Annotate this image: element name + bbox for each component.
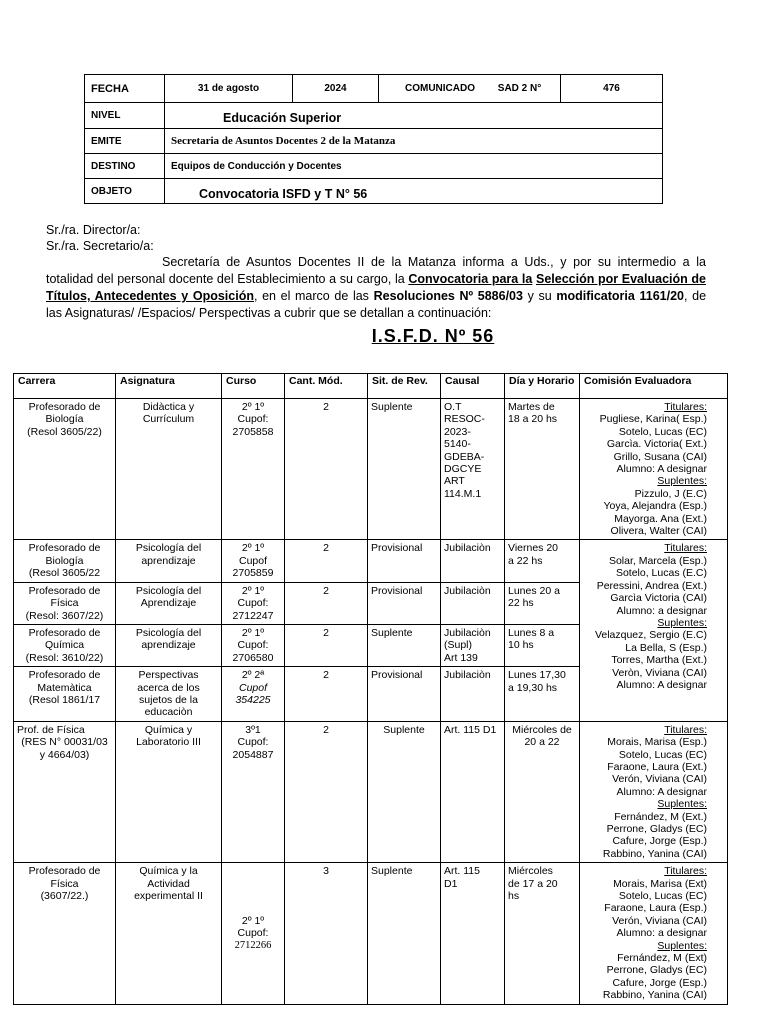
comunicado-number: 476 [561, 75, 663, 103]
asignatura-cell: Perspectivas acerca de los sujetos de la educaciòn [116, 667, 222, 722]
curso-cell: 2º 1º Cupof: 2705858 [222, 399, 285, 540]
carrera-cell: Profesorado de Física (Resol: 3607/22) [14, 582, 116, 624]
suplentes-label: Suplentes: [657, 616, 707, 629]
horario-cell: Lunes 20 a 22 hs [505, 582, 580, 624]
modulos-cell: 3 [285, 863, 368, 1004]
col-carrera: Carrera [14, 374, 116, 399]
modulos-cell: 2 [285, 540, 368, 582]
asignatura-cell: Psicología del aprendizaje [116, 624, 222, 666]
suplentes-label: Suplentes: [657, 798, 707, 811]
asignatura-cell: Psicología del aprendizaje [116, 540, 222, 582]
carrera-cell: Profesorado de Biología (Resol 3605/22 [14, 540, 116, 582]
salutation-director: Sr./ra. Director/a: [46, 223, 141, 237]
fecha-value: 31 de agosto [165, 75, 293, 103]
carrera-cell: Profesorado de Química (Resol: 3610/22) [14, 624, 116, 666]
horario-cell: Miércoles de 20 a 22 [505, 721, 580, 862]
table-row [14, 863, 728, 1004]
titulares-label: Titulares: [664, 401, 707, 413]
horario-cell: Miércoles de 17 a 20 hs [505, 863, 580, 1004]
modulos-cell: 2 [285, 624, 368, 666]
carrera-cell: Profesorado de Matemàtica (Resol 1861/17 [14, 667, 116, 722]
curso-cell: 2º 1º Cupof: 2706580 [222, 624, 285, 666]
causal-cell: Jubilaciòn (Supl) Art 139 [441, 624, 505, 666]
causal-cell: Jubilaciòn [441, 667, 505, 722]
col-asignatura: Asignatura [116, 374, 222, 399]
titulares-label: Titulares: [664, 723, 707, 736]
intro-modificatoria: modificatoria 1161/20 [556, 289, 684, 303]
horario-cell: Lunes 8 a 10 hs [505, 624, 580, 666]
situacion-cell: Provisional [368, 582, 441, 624]
situacion-cell: Provisional [368, 540, 441, 582]
comision-cell: Titulares: Morais, Marisa (Ext) Sotelo, Lucas (EC) Faraone, Laura (Esp.) Verón, Viviana (CAI) Alumno: a designar Suplentes: Fernández, M (Ext) Perrone, Gladys (EC) Cafure, Jorge (Esp.) Rabbino, Yanina (CAI) [580, 863, 728, 1004]
table-row [14, 540, 728, 582]
comision-cell: Titulares: Pugliese, Karina( Esp.) Sotelo, Lucas (EC) Garcìa. Victoria( Ext.) Grillo, Susana (CAI) Alumno: A designar Suplentes: Pizzulo, J (E.C) Yoya, Alejandra (Esp.) Mayorga. Ana (Ext.) Olivera, Walter (CAI) [580, 399, 728, 540]
titulares-label: Titulares: [664, 865, 707, 878]
header-table [84, 74, 663, 204]
sad-label: SAD 2 N° [497, 83, 542, 94]
curso-cell: 2º 2ª Cupof 354225 [222, 667, 285, 722]
intro-seleccion: Selección por Evaluación de Títulos, Antecedentes y Oposición [46, 272, 706, 303]
comunicado-label: COMUNICADO [405, 83, 475, 94]
comision-cell: Titulares: Morais, Marisa (Esp.) Sotelo, Lucas (EC) Faraone, Laura (Ext.) Verón, Viviana (CAI) Alumno: A designar Suplentes: Fernández, M (Ext.) Perrone, Gladys (EC) Cafure, Jorge (Esp.) Rabbino, Yanina (CAI) [580, 721, 728, 862]
intro-paragraph [46, 254, 706, 322]
col-curso: Curso [222, 374, 285, 399]
col-modulos: Cant. Mód. [285, 374, 368, 399]
table-row [14, 399, 728, 540]
intro-resoluciones: Resoluciones Nº 5886/03 [373, 289, 523, 303]
causal-cell: Jubilaciòn [441, 540, 505, 582]
table-header-row [14, 374, 728, 399]
causal-cell: Jubilaciòn [441, 582, 505, 624]
modulos-cell: 2 [285, 582, 368, 624]
carrera-cell: Profesorado de Física (3607/22.) [14, 863, 116, 1004]
intro-text-3: y su [522, 289, 557, 303]
fecha-label: FECHA [85, 75, 165, 103]
situacion-cell: Provisional [368, 667, 441, 722]
causal-cell: Art. 115 D1 [441, 863, 505, 1004]
destino-value: Equipos de Conducción y Docentes [165, 154, 663, 179]
carrera-cell: Prof. de Física (RES N° 00031/03 y 4664/03) [14, 721, 116, 862]
asignatura-cell: Química y la Actividad experimental II [116, 863, 222, 1004]
intro-text-1: Secretaría de Asuntos Docentes II de la Matanza informa a Uds., y por su intermedio a la totalidad del personal docente del Establecimiento a su cargo, la [46, 255, 706, 286]
curso-cell: 3º1 Cupof: 2054887 [222, 721, 285, 862]
nivel-label: NIVEL [85, 103, 165, 129]
modulos-cell: 2 [285, 721, 368, 862]
curso-cell: 2º 1º Cupof 2705859 [222, 540, 285, 582]
suplentes-label: Suplentes: [657, 939, 707, 952]
horario-cell: Lunes 17,30 a 19,30 hs [505, 667, 580, 722]
objeto-value: Convocatoria ISFD y T N° 56 [165, 179, 663, 204]
intro-text-4: , de las Asignaturas/ /Espacios/ Perspectivas a cubrir que se detallan a continuación: [46, 289, 707, 320]
comision-cell: Titulares: Solar, Marcela (Esp.) Sotelo, Lucas (E.C) Peressini, Andrea (Ext.) Garcìa Victoria (CAI) Alumno: a designar Suplentes: Velazquez, Sergio (E.C) La Bella, S (Esp.) Torres, Martha (Ext.) Veròn, Viviana (CAI) Alumno: A designar [580, 540, 728, 721]
curso-cell: 2º 1º Cupof: 2712266 [222, 863, 285, 1004]
carrera-cell: Profesorado de Biología (Resol 3605/22) [14, 399, 116, 540]
modulos-cell: 2 [285, 399, 368, 540]
objeto-label: OBJETO [85, 179, 165, 204]
situacion-cell: Suplente [368, 624, 441, 666]
titulares-label: Titulares: [664, 542, 707, 555]
col-horario: Día y Horario [505, 374, 580, 399]
asignatura-cell: Psicología del Aprendizaje [116, 582, 222, 624]
emite-value: Secretaria de Asuntos Docentes 2 de la Matanza [165, 129, 663, 154]
nivel-value: Educación Superior [165, 103, 663, 129]
horario-cell: Viernes 20 a 22 hs [505, 540, 580, 582]
situacion-cell: Suplente [368, 863, 441, 1004]
causal-cell: O.T RESOC- 2023- 5140- GDEBA- DGCYE ART 114.M.1 [441, 399, 505, 540]
comunicado-cell [379, 75, 561, 103]
situacion-cell: Suplente [368, 721, 441, 862]
col-causal: Causal [441, 374, 505, 399]
section-title: I.S.F.D. Nº 56 [371, 326, 495, 346]
suplentes-label: Suplentes: [657, 475, 707, 488]
salutation-secretario: Sr./ra. Secretario/a: [46, 239, 154, 253]
curso-cell: 2º 1º Cupof: 2712247 [222, 582, 285, 624]
causal-cell: Art. 115 D1 [441, 721, 505, 862]
asignatura-cell: Química y Laboratorio III [116, 721, 222, 862]
table-row [14, 721, 728, 862]
emite-label: EMITE [85, 129, 165, 154]
horario-cell: Martes de 18 a 20 hs [505, 399, 580, 540]
year-value: 2024 [293, 75, 379, 103]
convocatoria-table [13, 373, 728, 1005]
intro-convocatoria: Convocatoria para la [408, 272, 533, 286]
col-comision: Comisión Evaluadora [580, 374, 728, 399]
situacion-cell: Suplente [368, 399, 441, 540]
modulos-cell: 2 [285, 667, 368, 722]
destino-label: DESTINO [85, 154, 165, 179]
col-situacion: Sit. de Rev. [368, 374, 441, 399]
intro-text-2: , en el marco de las [253, 289, 374, 303]
asignatura-cell: Didàctica y Currículum [116, 399, 222, 540]
